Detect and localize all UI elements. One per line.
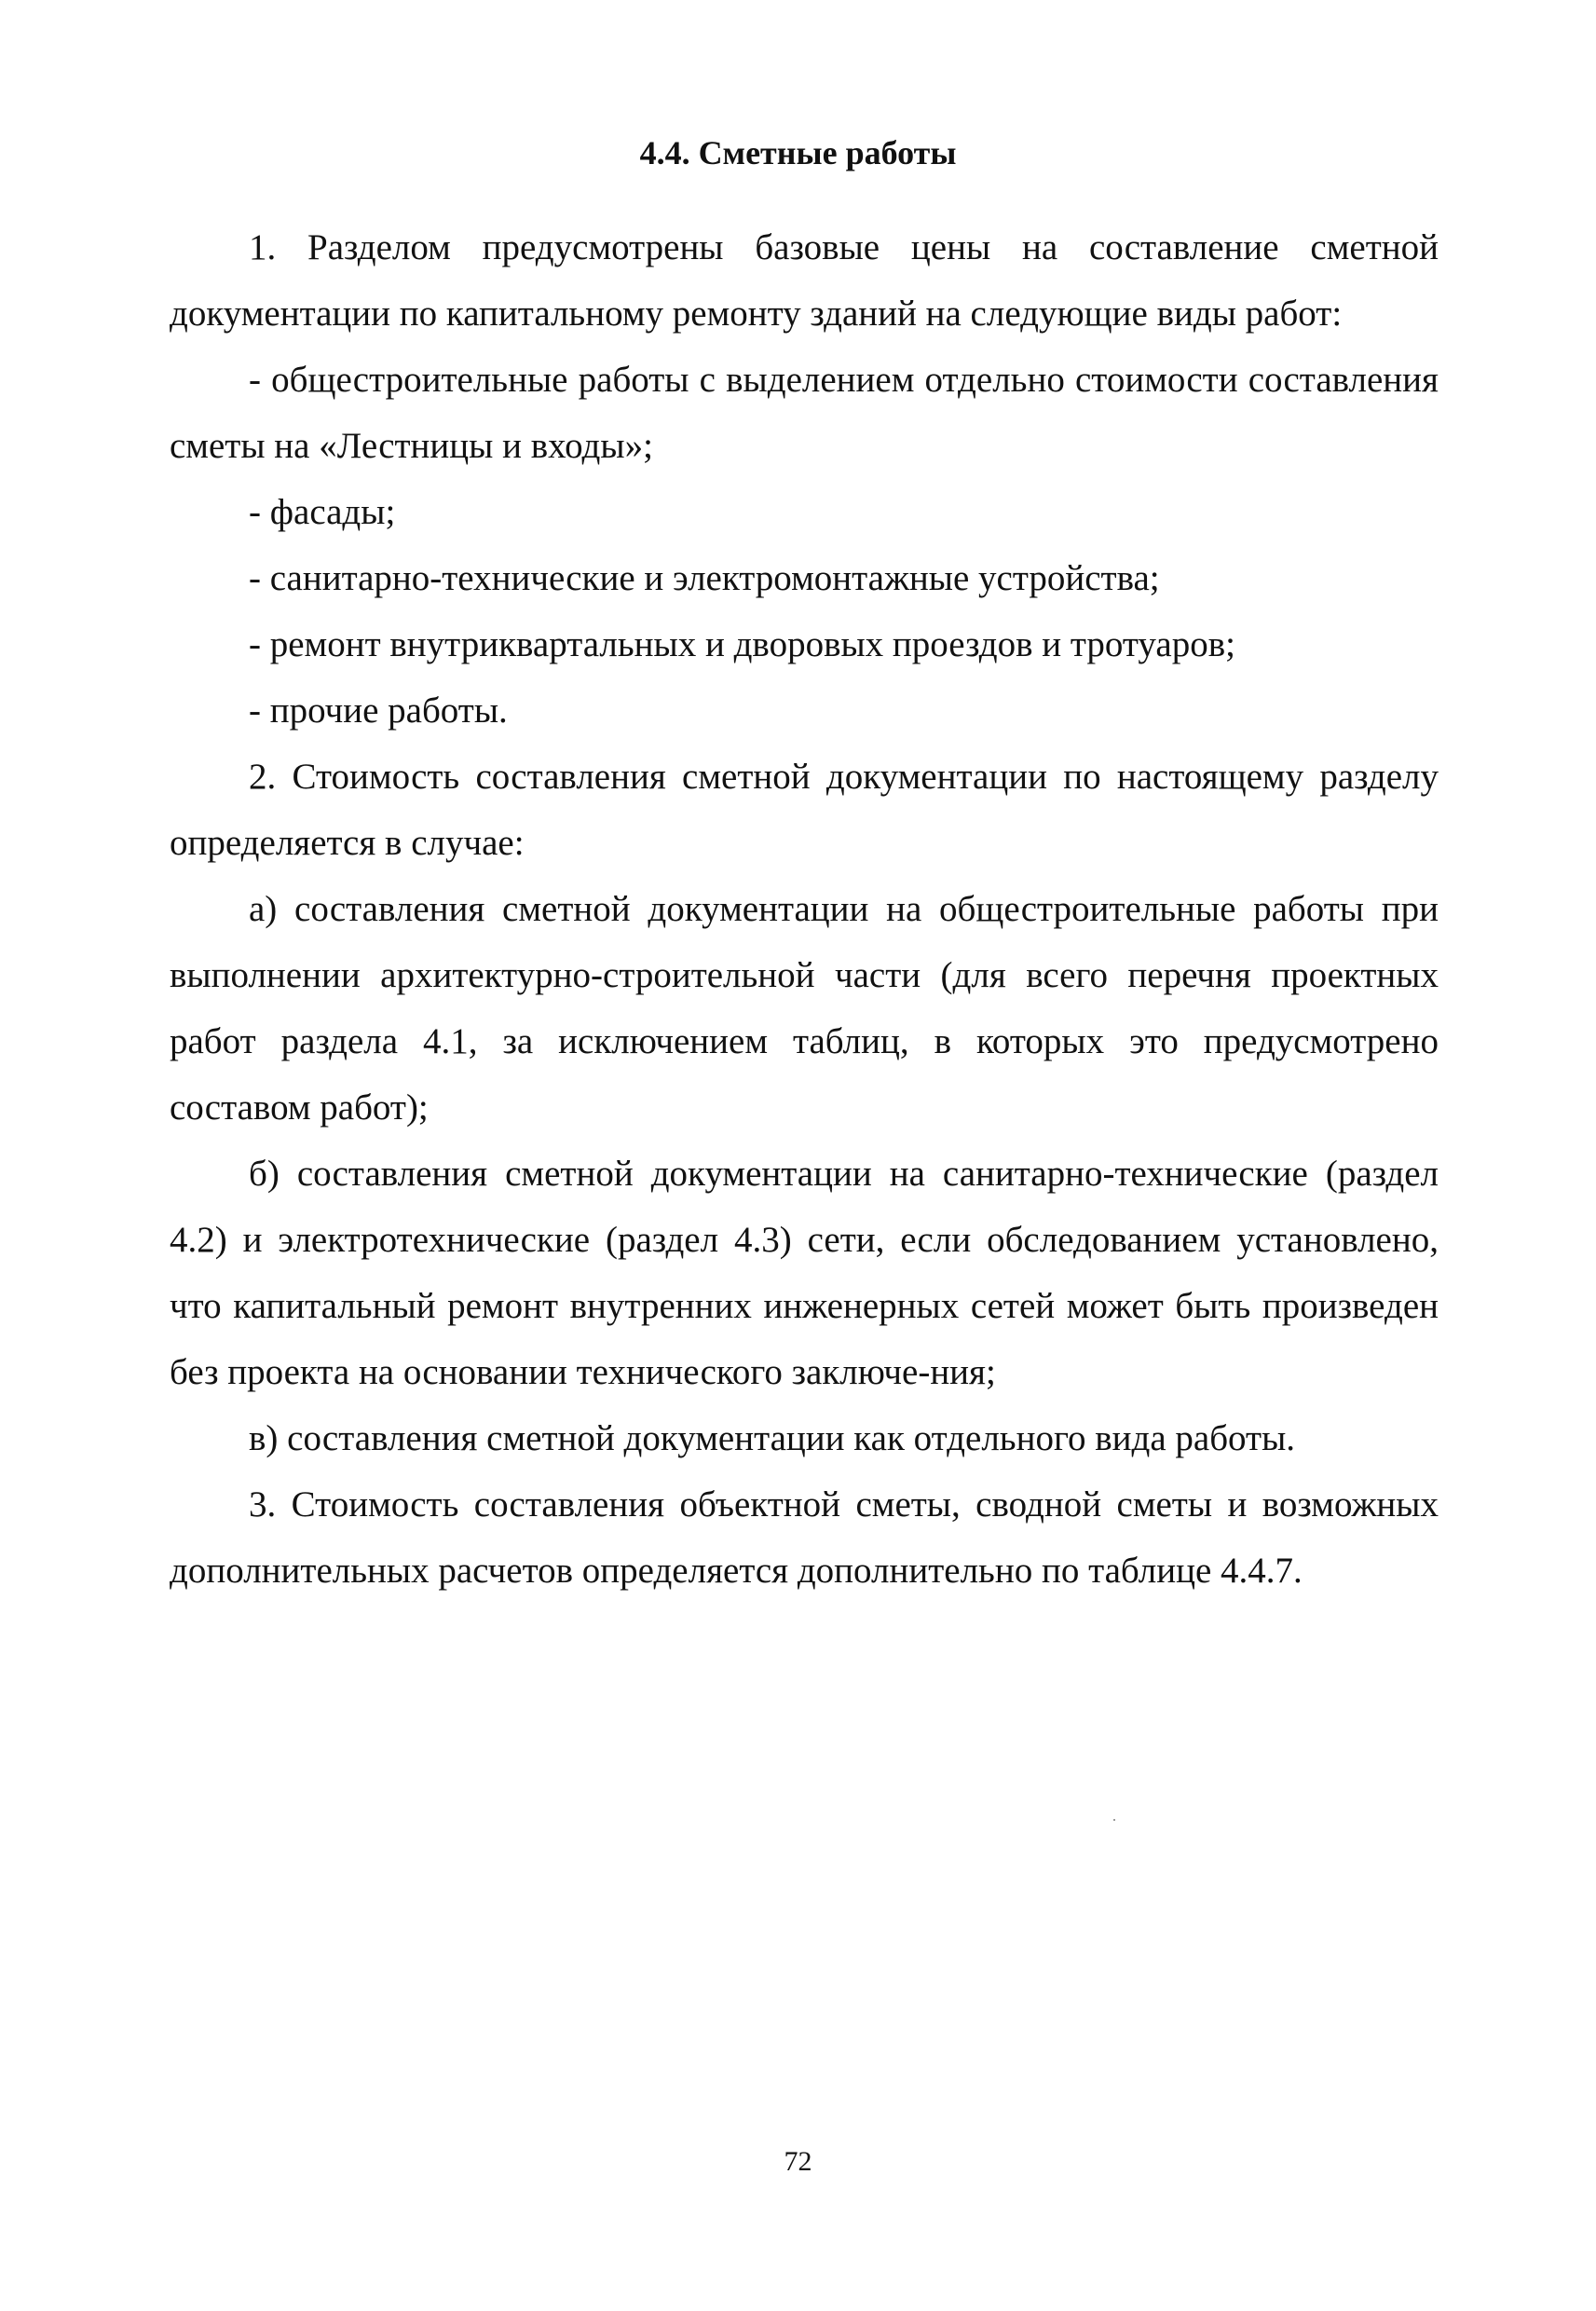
page-number: 72: [784, 2146, 812, 2177]
paragraph-3: 3. Стоимость составления объектной сметы, сводной сметы и возможных дополнительных расчетов определяется дополнительно по таблице 4.4.7.: [170, 1484, 1439, 1591]
scan-speck: [1113, 1819, 1115, 1821]
subitem-c: в) составления сметной документации как отдельного вида работы.: [249, 1418, 1296, 1458]
paragraph-2: 2. Стоимость составления сметной документации по настоящему разделу определяется в случае:: [170, 757, 1439, 863]
list-item-other-works: - прочие работы.: [249, 691, 508, 731]
subitem-b: б) составления сметной документации на санитарно-технические (раздел 4.2) и электротехнические (раздел 4.3) сети, если обследованием установлено, что капитальный ремонт внутренних инженерных сетей может быть произведен без проекта на основании технического заключе-ния;: [170, 1154, 1439, 1392]
list-item-sanitary-electrical: - санитарно-технические и электромонтажные устройства;: [249, 558, 1160, 598]
list-item-general-construction: - общестроительные работы с выделением отдельно стоимости составления сметы на «Лестницы и входы»;: [170, 360, 1439, 466]
list-item-facades: - фасады;: [249, 492, 396, 532]
subitem-a: а) составления сметной документации на общестроительные работы при выполнении архитектурно-строительной части (для всего перечня проектных работ раздела 4.1, за исключением таблиц, в которых это предусмотрено составом работ);: [170, 889, 1439, 1128]
list-item-driveways-sidewalks: - ремонт внутриквартальных и дворовых проездов и тротуаров;: [249, 624, 1235, 664]
body-text: [170, 214, 1439, 1604]
section-heading: 4.4. Сметные работы: [639, 134, 957, 171]
paragraph-1: 1. Разделом предусмотрены базовые цены на составление сметной документации по капитальному ремонту зданий на следующие виды работ:: [170, 227, 1439, 334]
